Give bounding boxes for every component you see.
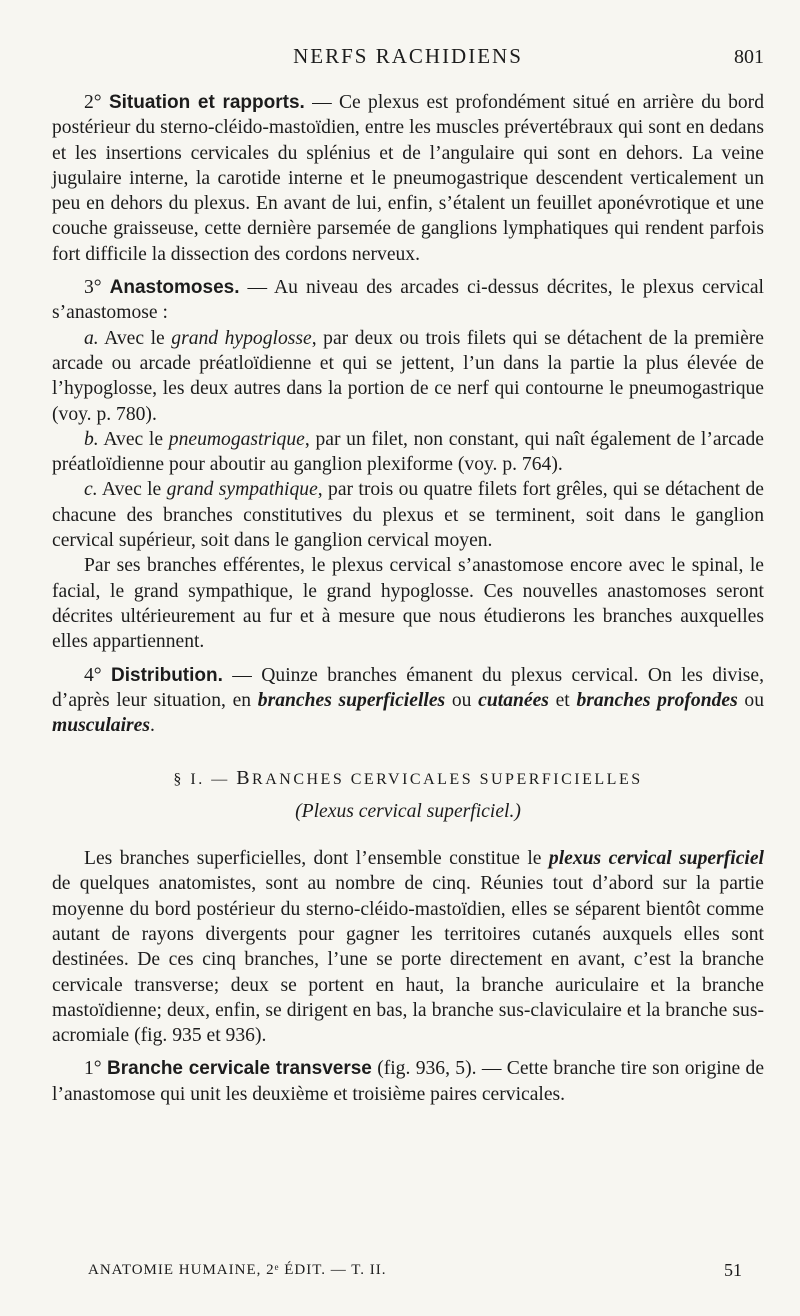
section-heading-anastomoses: Anastomoses. [109,277,240,299]
section-heading-situation: Situation et rapports. [108,92,305,113]
list-item-b: b. Avec le pneumogastrique, par un filet, non constant, qui naît également de l’arcade préatloïdienne pour aboutir au ganglion plexiforme (voy. p. 764). [52,428,764,476]
section-title: § I. — BRANCHES CERVICALES SUPERFICIELLES [173,767,643,790]
paragraph-superficial-branches: Les branches superficielles, dont l’ensemble constitue le plexus cervical superficiel de quelques anatomistes, sont au nombre de cinq. Réunies tout d’abord sur la partie moyenne du bord postérieur du sterno-cléido-mastoïdien, elles se séparent bientôt comme autant de rayons divergents pour gagner les territoires cutanés auxquels elles sont destinées. De ces cinq branches, l’une se porte directement en avant, c’est la branche cervicale transverse; deux se portent en haut, la branche auriculaire et la branche mastoïdienne; deux, enfin, se dirigent en bas, la branche sus-claviculaire et la branche sus-acromiale (fig. 935 et 936). [52,848,764,1047]
book-reference: ANATOMIE HUMAINE, 2ᵉ ÉDIT. — T. II. [88,1262,387,1278]
term-grand-sympathique: grand sympathique [166,479,318,501]
page-header [52,44,764,74]
term-plexus-cervical-superficiel: plexus cervical superficiel [548,848,764,870]
book-page [52,0,764,1316]
paragraph-efferentes: Par ses branches efférentes, le plexus cervical s’anastomose encore avec le spinal, le facial, le grand sympathique, le grand hypoglosse. Ces nouvelles anastomoses seront décrites ultérieurement au fur et à mesure que nous étudierons les branches auxquelles elles appartiennent. [52,555,764,653]
list-item-c: c. Avec le grand sympathique, par trois ou quatre filets fort grêles, qui se détachent de chacune des branches constitutives du plexus et se terminent, soit dans le ganglion cervical supérieur, soit dans le ganglion cervical moyen. [52,479,764,552]
paragraph-branche-transverse: 1° Branche cervicale transverse (fig. 936, 5). — Cette branche tire son origine de l’anastomose qui unit les deuxième et troisième paires cervicales. [52,1058,765,1105]
page-footer [88,1262,764,1279]
section-number: 4° [84,664,102,686]
term-pneumogastrique: pneumogastrique [168,428,305,450]
page-number: 801 [734,46,764,68]
section-subtitle: (Plexus cervical superficiel.) [295,800,521,822]
paragraph-anastomoses: 3° Anastomoses. — Au niveau des arcades ci-dessus décrites, le plexus cervical s’anastomose : [52,277,764,324]
signature-mark: 51 [724,1260,742,1280]
body-text [52,90,764,1107]
section-number: 3° [84,277,102,299]
paragraph-situation: 2° Situation et rapports. — Ce plexus est profondément situé en arrière du bord postérieur du sterno-cléido-mastoïdien, entre les muscles prévertébraux qui sont en dedans et les insertions cervicales du splénius et de l’angulaire qui sont en dehors. La veine jugulaire interne, la carotide interne et le pneumogastrique descendent verticalement un peu en dehors du plexus. En avant de lui, enfin, s’étalent un feuillet aponévrotique et une couche graisseuse, cette dernière parsemée de ganglions lymphatiques qui rendent parfois fort difficile la dissection des cordons nerveux. [52,92,764,265]
paragraph-distribution: 4° Distribution. — Quinze branches émanent du plexus cervical. On les divise, d’après leur situation, en branches superficielles ou cutanées et branches profondes ou musculaires. [52,664,765,737]
term-grand-hypoglosse: grand hypoglosse [171,327,312,349]
section-heading-branche-transverse: Branche cervicale transverse [106,1058,372,1080]
list-item-a: a. Avec le grand hypoglosse, par deux ou trois filets qui se détachent de la première arcade ou arcade préatloïdienne et qui se jettent, l’un dans la partie la plus élevée de l’hypoglosse, les deux autres dans la portion de ce nerf qui contourne le pneumogastrique (voy. p. 780). [52,327,764,425]
section-heading-distribution: Distribution. [111,664,223,686]
running-title: NERFS RACHIDIENS [293,44,523,68]
section-number: 2° [84,92,102,113]
section-number: 1° [84,1058,102,1080]
